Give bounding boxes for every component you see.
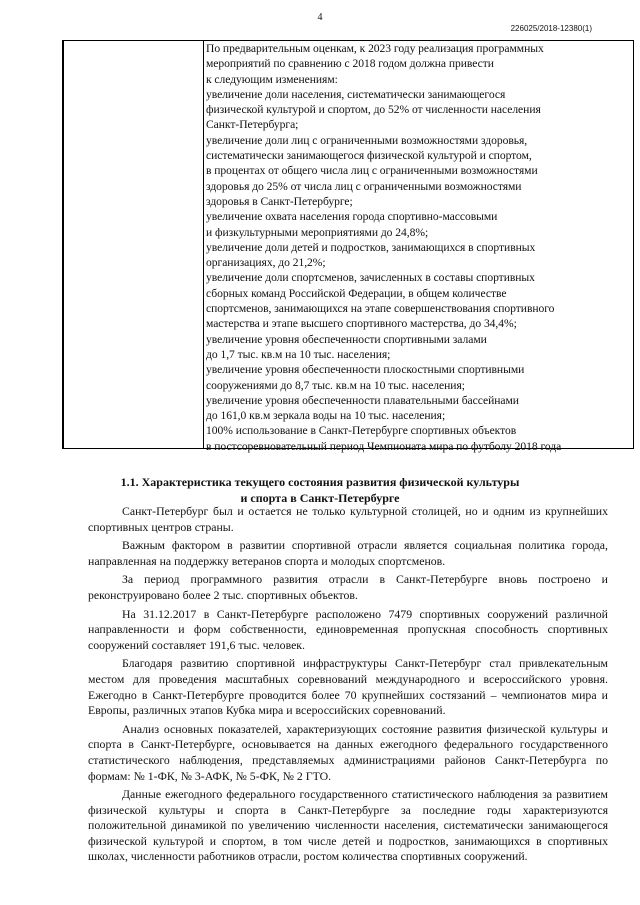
table-left-border bbox=[63, 41, 64, 448]
table-column-divider bbox=[203, 41, 204, 448]
paragraph: Санкт-Петербург был и остается не только культурной столицей, но и одним из крупнейших спортивных центров страны. bbox=[88, 504, 608, 534]
section-heading-line-2: и спорта в Санкт-Петербурге bbox=[240, 491, 400, 505]
paragraph: Благодаря развитию спортивной инфраструктуры Санкт-Петербург стал привлекательным местом для проведения масштабных соревнований международного и всероссийского уровня. Ежегодно в Санкт-Петербурге проводится более 70 крупнейших состязаний – чемпионатов мира и Европы, различных этапов Кубка мира и всероссийских соревнований. bbox=[88, 656, 608, 718]
paragraph: На 31.12.2017 в Санкт-Петербурге расположено 7479 спортивных сооружений различной направленности и форм собственности, единовременная пропускная способность спортивных сооружений составляет 191,6 тыс. человек. bbox=[88, 606, 608, 652]
section-heading bbox=[0, 474, 640, 506]
section-body bbox=[88, 504, 608, 868]
page-number: 4 bbox=[317, 12, 323, 23]
indicators-table bbox=[62, 40, 634, 453]
expected-results-cell: По предварительным оценкам, к 2023 году реализация программных мероприятий по сравнению с 2018 годом должна привести к следующим изменениям: увеличение доли населения, систематически занимающегося физической культурой и спортом, до 52% от численности населения Санкт-Петербурга; увеличение доли лиц с ограниченными возможностями здоровья, систематически занимающегося физической культурой и спортом, в процентах от общего числа лиц с ограниченными возможностями здоровья до 25% от числа лиц с ограниченными возможностями здоровья в Санкт-Петербурге; увеличение охвата населения города спортивно-массовыми и физкультурными мероприятиями до 24,8%; увеличение доли детей и подростков, занимающихся в спортивных организациях, до 21,2%; увеличение доли спортсменов, зачисленных в составы спортивных сборных команд Российской Федерации, в общем количестве спортсменов, занимающихся на этапе совершенствования спортивного мастерства и этапе высшего спортивного мастерства, до 34,4%; увеличение уровня обеспеченности спортивными залами до 1,7 тыс. кв.м на 10 тыс. населения; увеличение уровня обеспеченности плоскостными спортивными сооружениями до 8,7 тыс. кв.м на 10 тыс. населения; увеличение уровня обеспеченности плавательными бассейнами до 161,0 кв.м зеркала воды на 10 тыс. населения; 100% использование в Санкт-Петербурге спортивных объектов в постсоревновательный период Чемпионата мира по футболу 2018 года bbox=[206, 42, 562, 453]
paragraph: Анализ основных показателей, характеризующих состояние развития физической культуры и спорта в Санкт-Петербурге, основывается на данных ежегодного федерального государственного статистического наблюдения, представляемых администрациями районов Санкт-Петербурга по формам: № 1-ФК, № 3-АФК, № 5-ФК, № 2 ГТО. bbox=[88, 721, 608, 783]
paragraph: Данные ежегодного федерального государственного статистического наблюдения за развитием физической культуры и спорта в Санкт-Петербурге за последние годы характеризуются положительной динамикой по увеличению численности населения, систематически занимающегося физической культурой и спортом, в том числе детей и подростков, занимающихся в спортивных школах, численности работников отрасли, ростом количества спортивных сооружений. bbox=[88, 787, 608, 864]
paragraph: За период программного развития отрасли в Санкт-Петербурге вновь построено и реконструировано более 2 тыс. спортивных объектов. bbox=[88, 572, 608, 602]
paragraph: Важным фактором в развитии спортивной отрасли является социальная политика города, направленная на поддержку ветеранов спорта и молодых спортсменов. bbox=[88, 538, 608, 568]
document-id: 226025/2018-12380(1) bbox=[510, 24, 592, 33]
section-heading-line-1: 1.1. Характеристика текущего состояния развития физической культуры bbox=[120, 475, 520, 489]
